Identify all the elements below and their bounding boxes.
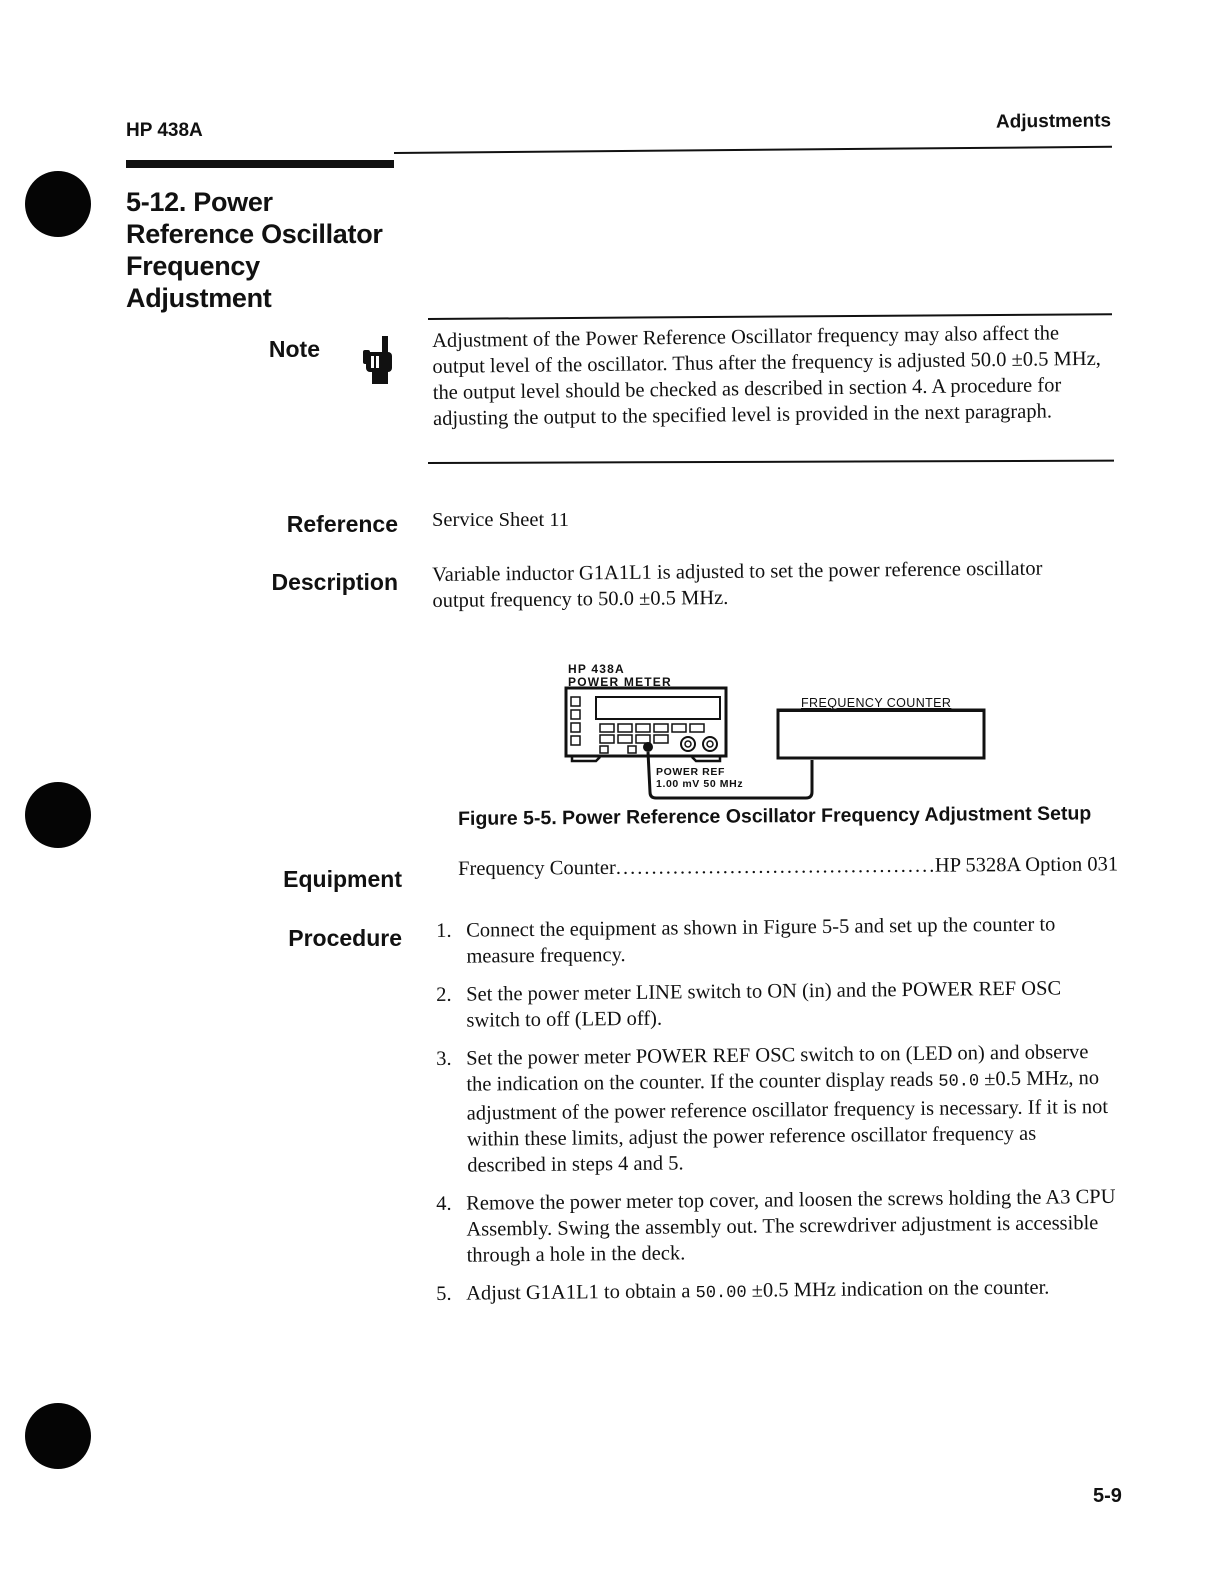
section-title-line-3: Frequency (126, 251, 260, 281)
power-ref-spec: 1.00 mV 50 MHz (656, 778, 744, 790)
power-meter-display (596, 697, 720, 719)
procedure-step-2: 2. Set the power meter LINE switch to ON (in) and the POWER REF OSC switch to off (LED off). (436, 977, 1062, 1032)
frequency-counter-body (778, 710, 984, 758)
procedure-step-1-text: Connect the equipment as shown in Figure 5-5 and set up the counter to measure frequency. (466, 913, 1056, 968)
equipment-leader-dots (616, 855, 935, 880)
power-ref-connector (643, 742, 653, 752)
reference-text: Service Sheet 11 (432, 509, 570, 531)
procedure-step-5: 5. Adjust G1A1L1 to obtain a 50.00 ±0.5 MHz indication on the counter. (436, 1276, 1050, 1305)
procedure-step-3-display-value: 50.0 (938, 1072, 980, 1092)
section-title-line-2: Reference Oscillator (126, 219, 383, 249)
procedure-step-5-text-b: ±0.5 MHz indication on the counter. (746, 1276, 1050, 1302)
section-title-line-4: Adjustment (126, 283, 272, 313)
note-top-rule (428, 313, 1112, 320)
page-number: 5-9 (1093, 1485, 1122, 1507)
description-text: Variable inductor G1A1L1 is adjusted to set the power reference oscillator output frequency to 50.0 ±0.5 MHz. (432, 557, 1043, 612)
section-title-line-1: 5-12. Power (126, 187, 273, 217)
procedure-label: Procedure (288, 925, 402, 951)
procedure-step-1: 1. Connect the equipment as shown in Figure 5-5 and set up the counter to measure frequency. (436, 913, 1056, 968)
procedure-step-4: 4. Remove the power meter top cover, and loosen the screws holding the A3 CPU Assembly. Swing the assembly out. The screwdriver adjustment is accessible through a hole in the deck. (436, 1185, 1116, 1267)
equipment-item: Frequency Counter (458, 856, 616, 880)
equipment-label: Equipment (283, 866, 402, 892)
procedure-step-5-display-value: 50.00 (695, 1283, 747, 1304)
binder-hole-bottom (25, 1403, 91, 1469)
equipment-model: HP 5328A Option 031 (934, 853, 1119, 877)
figure-5-5 (560, 660, 1000, 805)
header-thick-rule (126, 160, 394, 168)
meter-model-label: HP 438A (568, 662, 625, 676)
binder-hole-top (25, 171, 91, 237)
pointing-hand-icon (360, 334, 396, 393)
meter-name-label: POWER METER (568, 675, 672, 689)
procedure-step-3-text-b: ±0.5 MHz, no adjustment of the power reference oscillator frequency is necessary. If it is not within these limits, adjust the power reference oscillator frequency as described in steps 4 and 5. (466, 1067, 1109, 1177)
procedure-step-2-text: Set the power meter LINE switch to ON (in) and the POWER REF OSC switch to off (LED off). (466, 977, 1062, 1032)
note-text: Adjustment of the Power Reference Oscillator frequency may also affect the output level of the oscillator. Thus after the frequency is adjusted 50.0 ±0.5 MHz, the output level should be checked as described in section 4. A procedure for adjusting the output to the specified level is provided in the next paragraph. (432, 322, 1101, 430)
section-title (126, 186, 426, 314)
binder-hole-middle (25, 782, 91, 848)
procedure-step-3-text-a: Set the power meter POWER REF OSC switch to on (LED on) and observe the indication on the counter. If the counter display reads (466, 1041, 1089, 1096)
note-label: Note (268, 336, 320, 362)
header-model: HP 438A (126, 120, 203, 141)
note-box (432, 322, 1114, 432)
procedure-step-3: 3. Set the power meter POWER REF OSC switch to on (LED on) and observe the indication on the counter. If the counter display reads 50.0 ±0.5 MHz, no adjustment of the power reference oscillator frequency is necessary. If it is not within these limits, adjust the power reference oscillator frequency as described in steps 4 and 5. (436, 1041, 1109, 1177)
header-chapter: Adjustments (995, 110, 1112, 133)
description-label: Description (271, 569, 398, 595)
procedure-step-4-text: Remove the power meter top cover, and loosen the screws holding the A3 CPU Assembly. Swing the assembly out. The screwdriver adjustment is accessible through a hole in the deck. (466, 1185, 1116, 1267)
power-ref-label: POWER REF (656, 766, 725, 778)
equipment-row (458, 853, 1118, 881)
header-thin-rule (394, 146, 1112, 154)
note-bottom-rule (428, 460, 1114, 464)
counter-name-label: FREQUENCY COUNTER (801, 696, 952, 710)
figure-caption: Figure 5-5. Power Reference Oscillator Frequency Adjustment Setup (458, 802, 1092, 830)
procedure-step-5-text-a: Adjust G1A1L1 to obtain a (466, 1280, 696, 1305)
reference-label: Reference (286, 511, 398, 537)
procedure-steps (436, 913, 1116, 1322)
